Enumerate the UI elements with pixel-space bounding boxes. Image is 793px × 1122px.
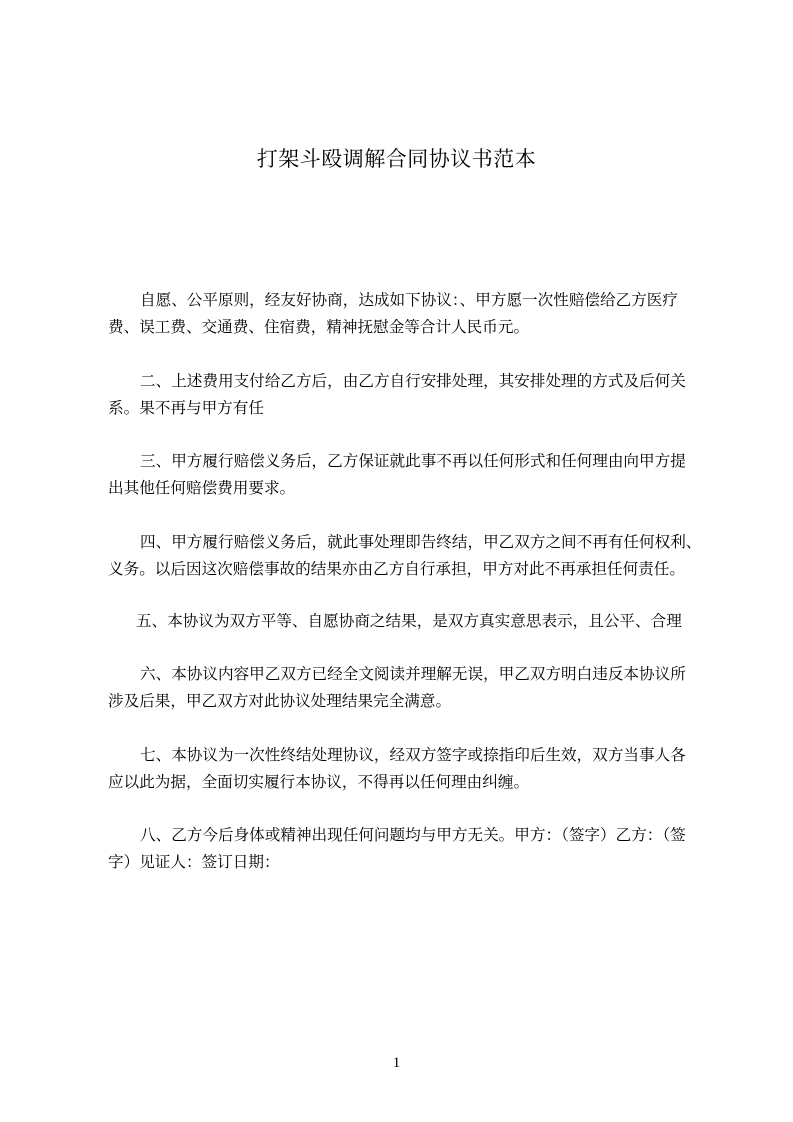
paragraph-line: 义务。以后因这次赔偿事故的结果亦由乙方自行承担，甲方对此不再承担任何责任。 [108,560,685,578]
paragraph-line: 涉及后果，甲乙双方对此协议处理结果完全满意。 [108,692,452,710]
paragraph-8 [108,822,708,876]
paragraph-line: 五、本协议为双方平等、自愿协商之结果，是双方真实意思表示，且公平、合理 [136,612,682,630]
paragraph-line: 系。果不再与甲方有任 [108,399,264,417]
page-number: 1 [392,1055,401,1071]
paragraph-line: 费、误工费、交通费、住宿费，精神抚慰金等合计人民币元。 [108,318,530,336]
paragraph-line: 自愿、公平原则，经友好协商，达成如下协议：、甲方愿一次性赔偿给乙方医疗 [140,291,678,309]
paragraph-3 [108,448,708,502]
document-title: 打架斗殴调解合同协议书范本 [256,147,537,171]
paragraph-line: 出其他任何赔偿费用要求。 [108,479,296,497]
paragraph-7 [108,742,708,796]
paragraph-6 [108,661,708,715]
paragraph-line: 三、甲方履行赔偿义务后，乙方保证就此事不再以任何形式和任何理由向甲方提 [140,452,686,470]
paragraph-2 [108,368,708,422]
paragraph-4 [108,529,708,583]
paragraph-1 [108,287,708,341]
paragraph-line: 二、上述费用支付给乙方后，由乙方自行安排处理，其安排处理的方式及后何关 [140,372,686,390]
paragraph-line: 字）见证人：签订日期： [108,853,280,871]
paragraph-5 [108,608,708,635]
paragraph-line: 八、乙方今后身体或精神出现任何问题均与甲方无关。甲方：（签字）乙方：（签 [140,826,686,844]
paragraph-line: 七、本协议为一次性终结处理协议，经双方签字或捺指印后生效，双方当事人各 [140,746,686,764]
paragraph-line: 四、甲方履行赔偿义务后，就此事处理即告终结，甲乙双方之间不再有任何权利、 [140,533,702,551]
paragraph-line: 六、本协议内容甲乙双方已经全文阅读并理解无误，甲乙双方明白违反本协议所 [140,665,686,683]
paragraph-line: 应以此为据，全面切实履行本协议，不得再以任何理由纠缠。 [108,773,530,791]
